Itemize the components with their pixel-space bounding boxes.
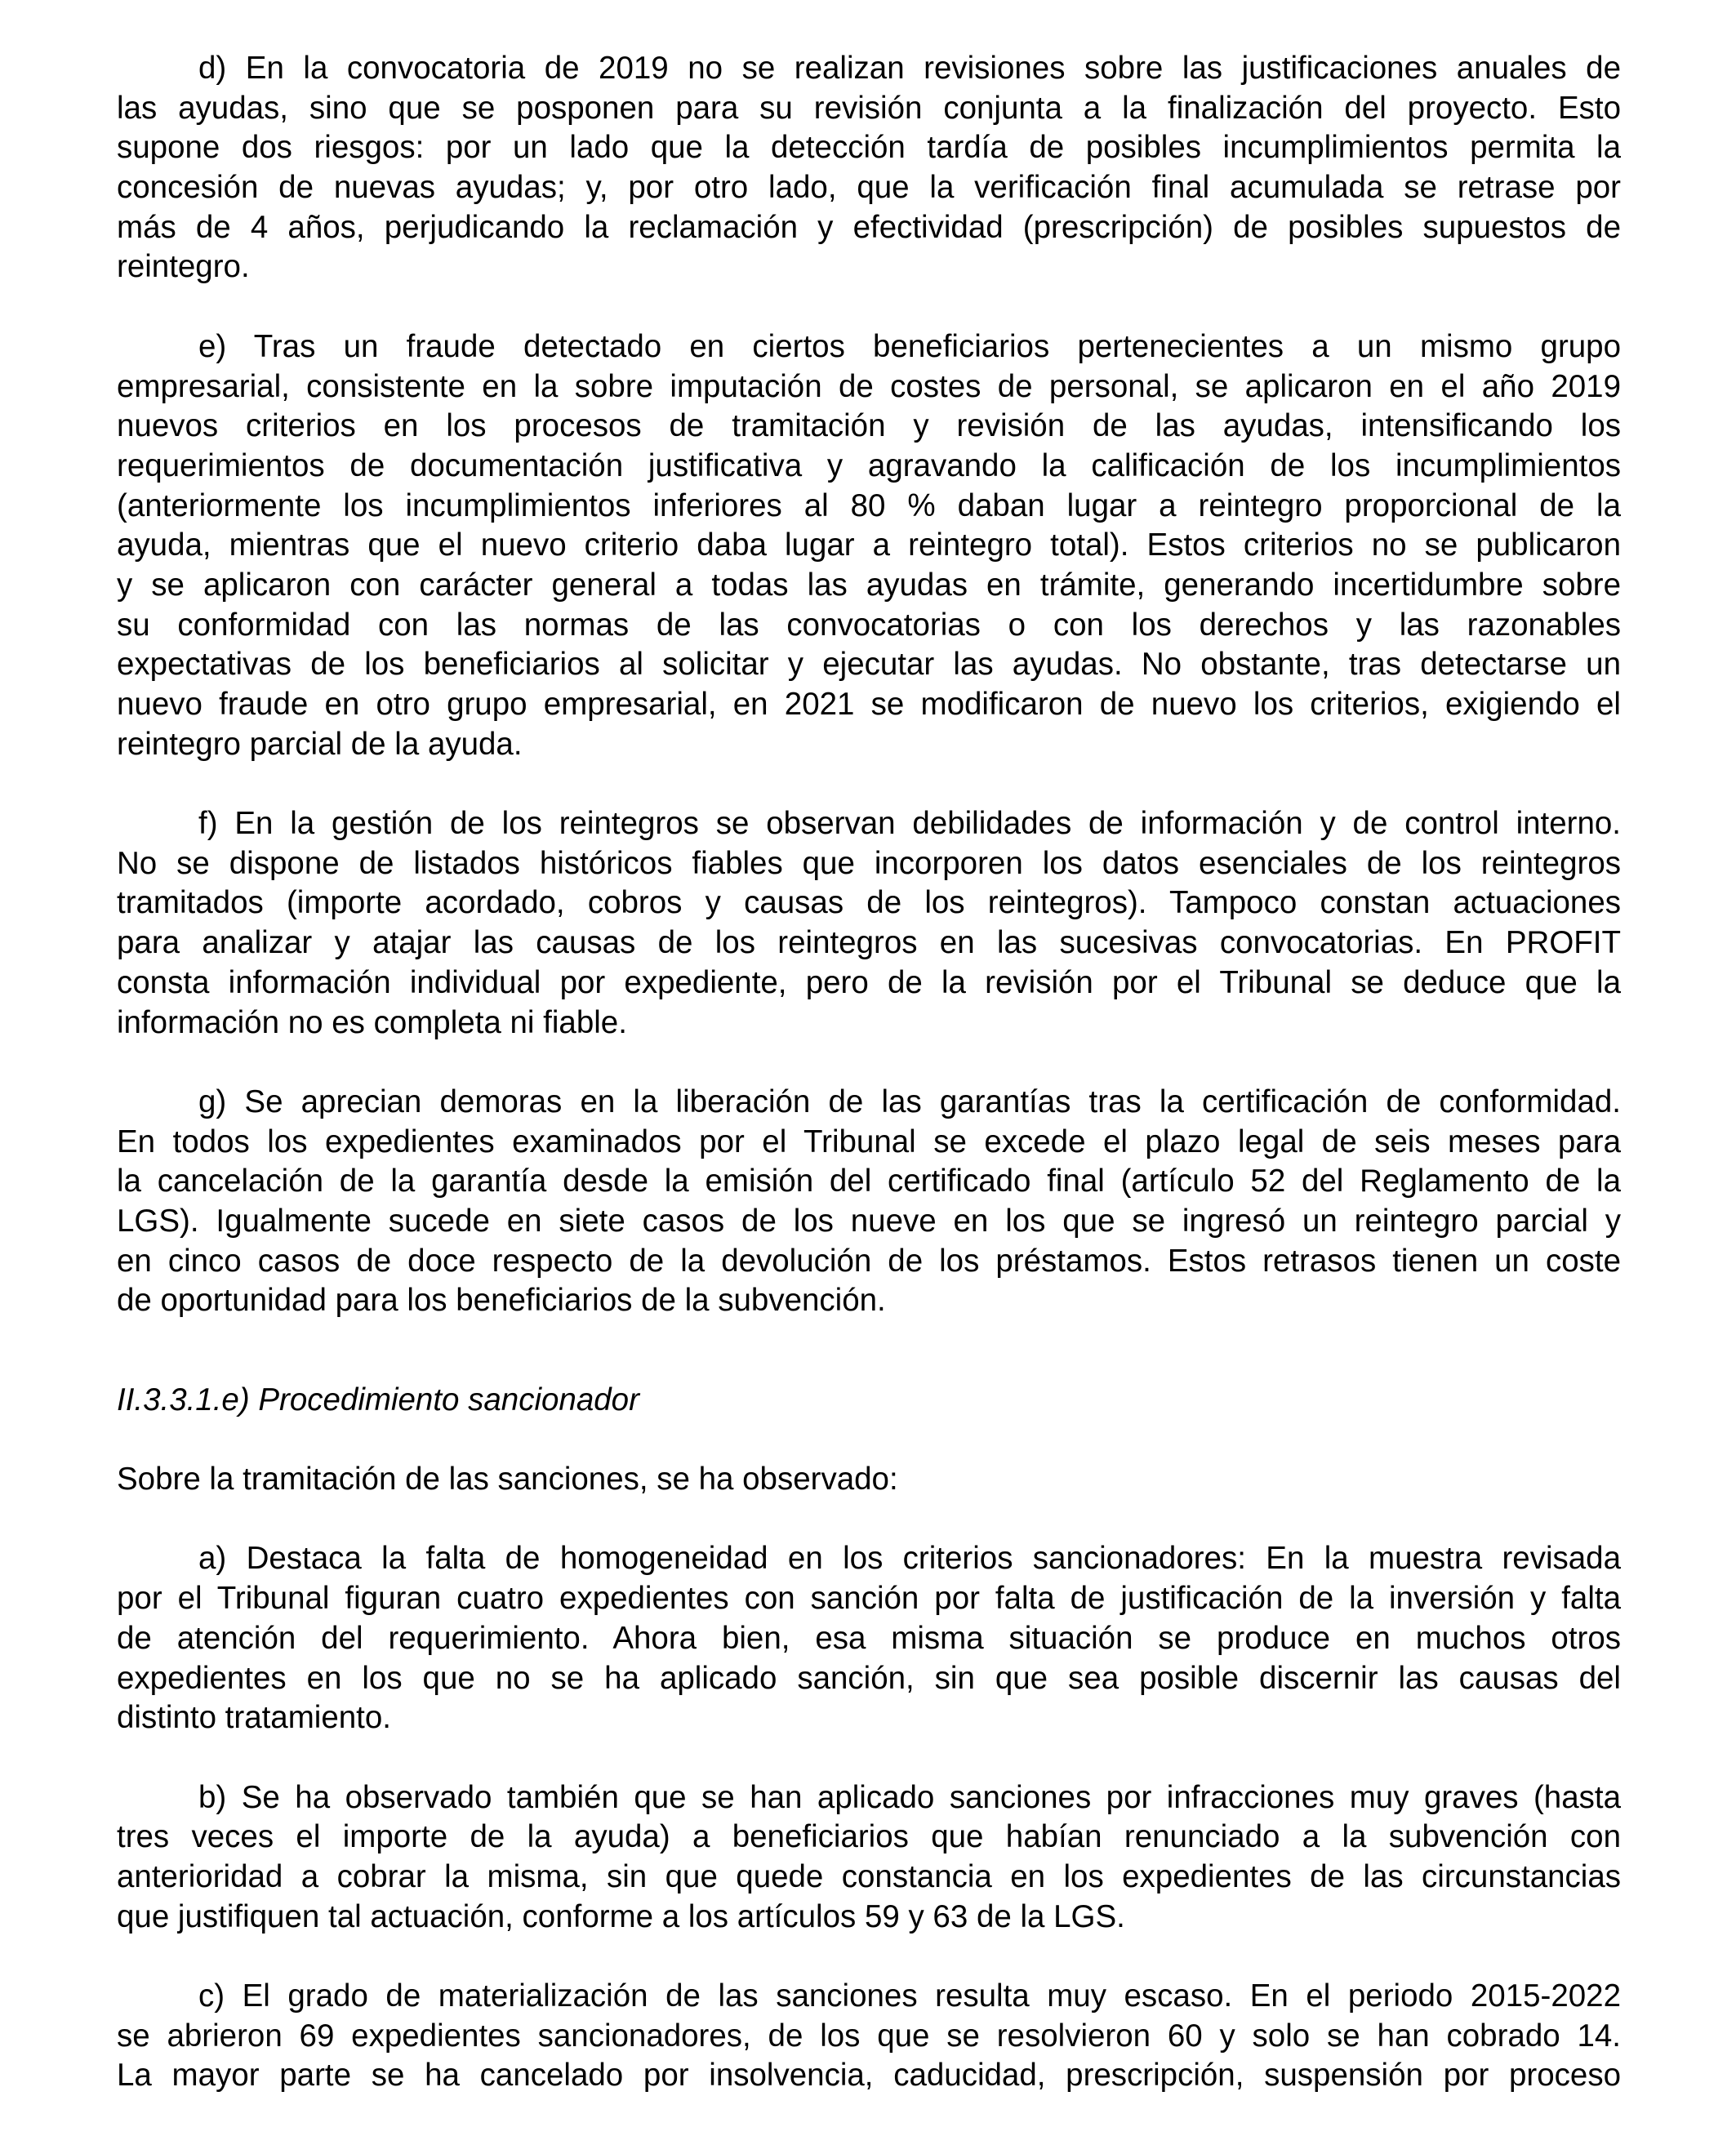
text-line: tres veces el importe de la ayuda) a beneficiarios que habían renunciado a la subvención con <box>117 1819 1621 1855</box>
text-line: concesión de nuevas ayudas; y, por otro lado, que la verificación final acumulada se retrase por <box>117 170 1621 206</box>
text-line: de oportunidad para los beneficiarios de la subvención. <box>117 1283 886 1319</box>
text-line: nuevo fraude en otro grupo empresarial, en 2021 se modificaron de nuevo los criterios, exigiendo el <box>117 687 1621 722</box>
text-line: se abrieron 69 expedientes sancionadores, de los que se resolvieron 60 y solo se han cobrado 14. <box>117 2018 1621 2054</box>
text-line: reintegro. <box>117 249 250 285</box>
text-line: empresarial, consistente en la sobre imputación de costes de personal, se aplicaron en el año 2019 <box>117 368 1621 404</box>
text-line: e) Tras un fraude detectado en ciertos beneficiarios pertenecientes a un mismo grupo <box>198 328 1621 364</box>
text-line: g) Se aprecian demoras en la liberación de las garantías tras la certificación de conformidad. <box>198 1084 1621 1119</box>
text-line: a) Destaca la falta de homogeneidad en los criterios sancionadores: En la muestra revisada <box>198 1541 1621 1577</box>
text-line: expectativas de los beneficiarios al solicitar y ejecutar las ayudas. No obstante, tras detectarse un <box>117 647 1621 683</box>
text-line: distinto tratamiento. <box>117 1700 391 1736</box>
text-line: La mayor parte se ha cancelado por insolvencia, caducidad, prescripción, suspensión por proceso <box>117 2058 1621 2094</box>
text-line: la cancelación de la garantía desde la emisión del certificado final (artículo 52 del Reglamento de la <box>117 1164 1621 1199</box>
text-line: tramitados (importe acordado, cobros y causas de los reintegros). Tampoco constan actuaciones <box>117 885 1621 921</box>
text-line: nuevos criterios en los procesos de tramitación y revisión de las ayudas, intensificando los <box>117 408 1621 444</box>
text-line: d) En la convocatoria de 2019 no se realizan revisiones sobre las justificaciones anuales de <box>198 51 1621 86</box>
text-line: las ayudas, sino que se posponen para su revisión conjunta a la finalización del proyecto. Esto <box>117 90 1621 126</box>
text-line: reintegro parcial de la ayuda. <box>117 726 523 762</box>
paragraph-a <box>117 1539 1621 1738</box>
paragraph-d <box>117 49 1621 287</box>
text-line: ayuda, mientras que el nuevo criterio daba lugar a reintegro total). Estos criterios no se publicaron <box>117 527 1621 563</box>
paragraph-g <box>117 1083 1621 1321</box>
paragraph-f <box>117 804 1621 1043</box>
text-line: requerimientos de documentación justificativa y agravando la calificación de los incumplimientos <box>117 447 1621 483</box>
text-line: consta información individual por expediente, pero de la revisión por el Tribunal se deduce que la <box>117 964 1621 1000</box>
text-line: anterioridad a cobrar la misma, sin que quede constancia en los expedientes de las circunstancias <box>117 1858 1621 1894</box>
text-line: y se aplicaron con carácter general a todas las ayudas en trámite, generando incertidumbre sobre <box>117 567 1621 603</box>
text-line: LGS). Igualmente sucede en siete casos de los nueve en los que se ingresó un reintegro parcial y <box>117 1203 1621 1239</box>
spacer <box>117 1361 1621 1381</box>
text-line: f) En la gestión de los reintegros se observan debilidades de información y de control interno. <box>198 806 1621 842</box>
text-line: más de 4 años, perjudicando la reclamación y efectividad (prescripción) de posibles supuestos de <box>117 209 1621 245</box>
paragraph-b <box>117 1778 1621 1938</box>
text-line: b) Se ha observado también que se han aplicado sanciones por infracciones muy graves (hasta <box>198 1779 1621 1815</box>
text-line: su conformidad con las normas de las convocatorias o con los derechos y las razonables <box>117 607 1621 643</box>
text-line: en cinco casos de doce respecto de la devolución de los préstamos. Estos retrasos tienen un coste <box>117 1243 1621 1279</box>
text-line: expedientes en los que no se ha aplicado sanción, sin que sea posible discernir las causas del <box>117 1660 1621 1696</box>
text-line: (anteriormente los incumplimientos inferiores al 80 % daban lugar a reintegro proporcional de la <box>117 487 1621 523</box>
paragraph-e <box>117 327 1621 765</box>
text-line: información no es completa ni fiable. <box>117 1004 627 1040</box>
text-line: No se dispone de listados históricos fiables que incorporen los datos esenciales de los reintegros <box>117 845 1621 881</box>
text-line: para analizar y atajar las causas de los reintegros en las sucesivas convocatorias. En PROFIT <box>117 925 1621 961</box>
paragraph-c <box>117 1977 1621 2096</box>
text-line: En todos los expedientes examinados por el Tribunal se excede el plazo legal de seis meses para <box>117 1124 1621 1159</box>
text-line: por el Tribunal figuran cuatro expedientes con sanción por falta de justificación de la inversión y falta <box>117 1581 1621 1617</box>
document-page <box>117 49 1621 2136</box>
text-line: supone dos riesgos: por un lado que la detección tardía de posibles incumplimientos permita la <box>117 130 1621 166</box>
text-line: que justifiquen tal actuación, conforme a los artículos 59 y 63 de la LGS. <box>117 1898 1125 1934</box>
section-heading: II.3.3.1.e) Procedimiento sancionador <box>117 1382 639 1417</box>
text-line: de atención del requerimiento. Ahora bien, esa misma situación se produce en muchos otros <box>117 1620 1621 1656</box>
text-line: c) El grado de materialización de las sanciones resulta muy escaso. En el periodo 2015-2022 <box>198 1978 1621 2014</box>
intro-text: Sobre la tramitación de las sanciones, se ha observado: <box>117 1462 898 1497</box>
